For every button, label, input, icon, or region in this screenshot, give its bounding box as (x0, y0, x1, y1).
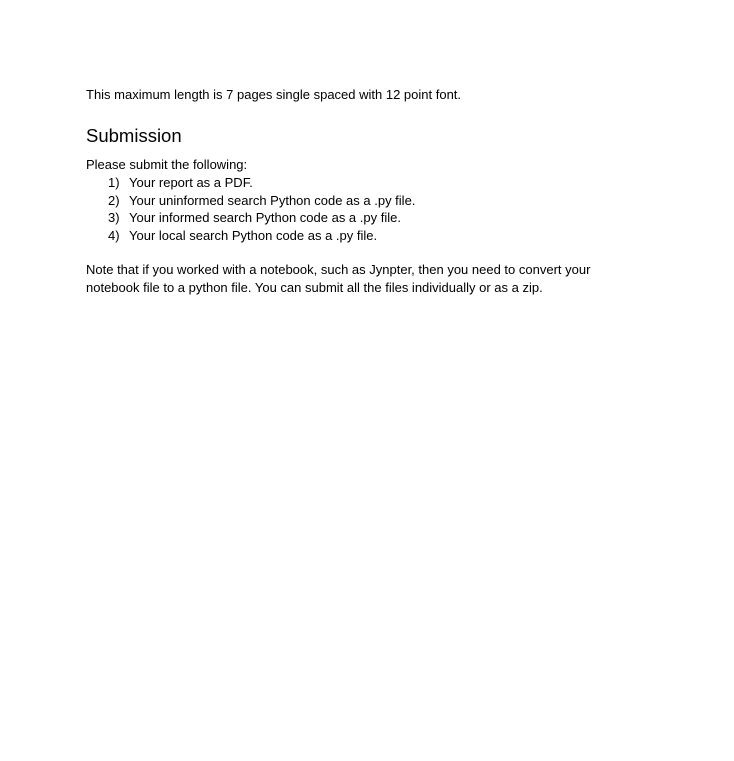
submission-lead-text: Please submit the following: (86, 157, 248, 172)
note-line-1: Note that if you worked with a notebook, such as Jynpter, then you need to convert your (86, 262, 591, 277)
list-item-number: 4) (108, 227, 120, 243)
list-item-number: 2) (108, 192, 120, 208)
list-item-text: Your informed search Python code as a .py file. (129, 210, 401, 225)
notebook-conversion-note (86, 261, 646, 297)
list-item-number: 1) (108, 175, 120, 190)
list-item-text: Your uninformed search Python code as a .py file. (129, 192, 416, 208)
list-item-number: 3) (108, 210, 120, 225)
list-item-text: Your local search Python code as a .py file. (129, 227, 378, 243)
list-item-text: Your report as a PDF. (129, 175, 253, 190)
note-line-2: notebook file to a python file. You can submit all the files individually or as a zip. (86, 280, 543, 295)
submission-heading: Submission (86, 125, 182, 146)
length-requirement-text: This maximum length is 7 pages single spaced with 12 point font. (86, 87, 462, 102)
